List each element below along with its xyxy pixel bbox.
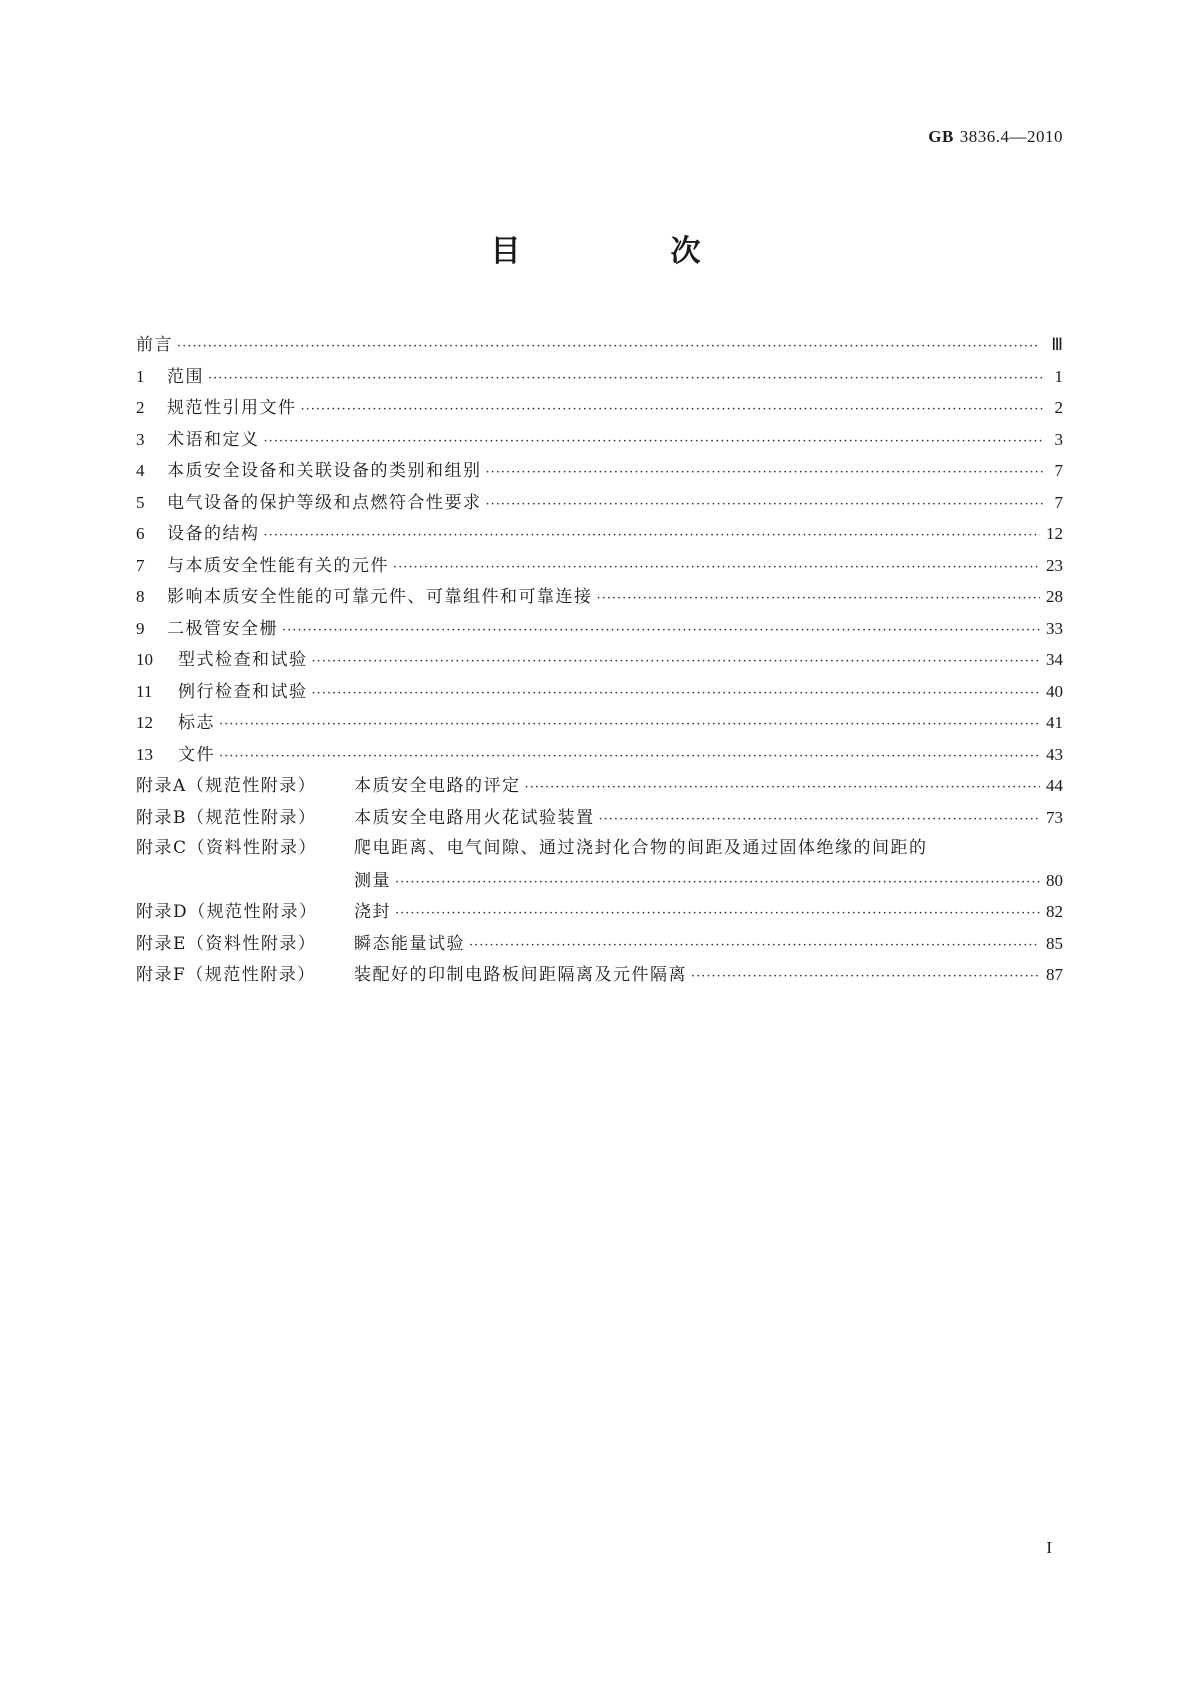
dot-leader <box>393 552 1040 584</box>
dot-leader <box>301 394 1044 426</box>
toc-number: 4 <box>136 461 145 480</box>
toc-entry[interactable] <box>136 487 1063 519</box>
toc-number: 12 <box>136 713 153 732</box>
dot-leader <box>486 457 1044 489</box>
dot-leader <box>282 615 1040 647</box>
toc-label: 术语和定义 <box>167 429 260 450</box>
toc-number: 10 <box>136 650 153 669</box>
dot-leader <box>525 772 1041 804</box>
toc-page: 3 <box>1054 429 1063 449</box>
toc-appendix-e[interactable] <box>136 928 1063 960</box>
toc-page: 87 <box>1046 965 1063 984</box>
toc-label: 二极管安全栅 <box>167 618 278 639</box>
toc-number: 13 <box>136 744 153 764</box>
standard-prefix: GB <box>928 127 954 146</box>
toc-entry[interactable] <box>136 644 1063 676</box>
toc-number: 7 <box>136 555 145 575</box>
toc-label: 本质安全电路用火花试验装置 <box>354 807 595 828</box>
toc-entry-foreword[interactable] <box>136 329 1063 361</box>
toc-appendix-d[interactable] <box>136 896 1063 928</box>
appendix-prefix: 附录F（规范性附录） <box>136 965 316 985</box>
toc-label: 与本质安全性能有关的元件 <box>167 555 389 576</box>
toc-number: 11 <box>136 681 153 701</box>
toc-page: 1 <box>1054 366 1063 386</box>
toc-label: 范围 <box>167 366 204 387</box>
toc-page: 82 <box>1046 902 1063 921</box>
toc-entry[interactable] <box>136 455 1063 487</box>
dot-leader <box>599 804 1041 836</box>
dot-leader <box>691 961 1040 993</box>
dot-leader <box>486 489 1044 521</box>
toc-number: 2 <box>136 398 145 417</box>
toc-label: 影响本质安全性能的可靠元件、可靠组件和可靠连接 <box>167 587 593 607</box>
toc-appendix-f[interactable] <box>136 959 1063 991</box>
toc-label: 标志 <box>178 713 215 733</box>
toc-entry[interactable] <box>136 707 1063 739</box>
toc-entry[interactable] <box>136 550 1063 582</box>
toc-label: 电气设备的保护等级和点燃符合性要求 <box>167 492 482 513</box>
dot-leader <box>469 930 1040 962</box>
toc-number: 9 <box>136 618 145 638</box>
toc-page: 41 <box>1046 713 1063 732</box>
toc-entry[interactable] <box>136 581 1063 613</box>
toc-page: 73 <box>1046 807 1063 827</box>
toc-label: 测量 <box>354 870 391 891</box>
toc-page: 44 <box>1046 776 1063 795</box>
toc-page: 85 <box>1046 933 1063 953</box>
dot-leader <box>208 363 1043 395</box>
toc-page: 34 <box>1046 650 1063 669</box>
toc-appendix-a[interactable] <box>136 770 1063 802</box>
toc-label: 瞬态能量试验 <box>354 933 465 954</box>
toc-label-line1: 爬电距离、电气间隙、通过浇封化合物的间距及通过固体绝缘的间距的 <box>354 838 928 858</box>
toc-label: 例行检查和试验 <box>178 681 308 702</box>
toc-page: 28 <box>1046 587 1063 606</box>
toc-entry[interactable] <box>136 361 1063 393</box>
dot-leader <box>312 646 1041 678</box>
toc-number: 5 <box>136 492 145 512</box>
toc-label: 规范性引用文件 <box>167 398 297 418</box>
page-number: I <box>1046 1538 1052 1557</box>
toc-page: 33 <box>1046 618 1063 638</box>
dot-leader <box>597 583 1041 615</box>
toc-page: 80 <box>1046 870 1063 890</box>
appendix-prefix: 附录D（规范性附录） <box>136 902 318 922</box>
dot-leader <box>219 709 1040 741</box>
toc-number: 8 <box>136 587 145 606</box>
table-of-contents <box>136 329 1063 991</box>
page-title: 目 次 <box>490 234 761 269</box>
toc-label: 本质安全电路的评定 <box>354 776 521 796</box>
dot-leader <box>395 898 1040 930</box>
appendix-prefix: 附录B（规范性附录） <box>136 807 317 828</box>
toc-page: 23 <box>1046 555 1063 575</box>
toc-label: 浇封 <box>354 902 391 922</box>
appendix-prefix: 附录E（资料性附录） <box>136 933 317 954</box>
toc-appendix-c[interactable] <box>136 833 1063 896</box>
toc-entry[interactable] <box>136 739 1063 771</box>
toc-label: 本质安全设备和关联设备的类别和组别 <box>167 461 482 481</box>
toc-page: 12 <box>1046 524 1063 543</box>
toc-page: 7 <box>1054 461 1063 480</box>
toc-entry[interactable] <box>136 613 1063 645</box>
dot-leader <box>264 426 1044 458</box>
dot-leader <box>177 331 1043 363</box>
toc-label: 型式检查和试验 <box>178 650 308 670</box>
toc-label: 设备的结构 <box>167 524 260 544</box>
standard-code <box>928 127 1063 147</box>
toc-page: 2 <box>1054 398 1063 417</box>
toc-label: 前言 <box>136 335 173 355</box>
toc-entry[interactable] <box>136 676 1063 708</box>
toc-label: 文件 <box>178 744 215 765</box>
toc-page: 40 <box>1046 681 1063 701</box>
toc-entry[interactable] <box>136 424 1063 456</box>
toc-label: 装配好的印制电路板间距隔离及元件隔离 <box>354 965 687 985</box>
dot-leader <box>395 867 1040 899</box>
dot-leader <box>264 520 1041 552</box>
toc-entry[interactable] <box>136 392 1063 424</box>
dot-leader <box>312 678 1041 710</box>
toc-page: 43 <box>1046 744 1063 764</box>
standard-number: 3836.4—2010 <box>959 127 1063 146</box>
toc-number: 3 <box>136 429 145 449</box>
toc-entry[interactable] <box>136 518 1063 550</box>
toc-number: 6 <box>136 524 145 543</box>
toc-page: 7 <box>1054 492 1063 512</box>
dot-leader <box>219 741 1040 773</box>
toc-number: 1 <box>136 366 145 386</box>
toc-page: Ⅲ <box>1051 335 1063 354</box>
toc-appendix-b[interactable] <box>136 802 1063 834</box>
appendix-prefix: 附录A（规范性附录） <box>136 776 317 796</box>
appendix-prefix: 附录C（资料性附录） <box>136 838 318 858</box>
